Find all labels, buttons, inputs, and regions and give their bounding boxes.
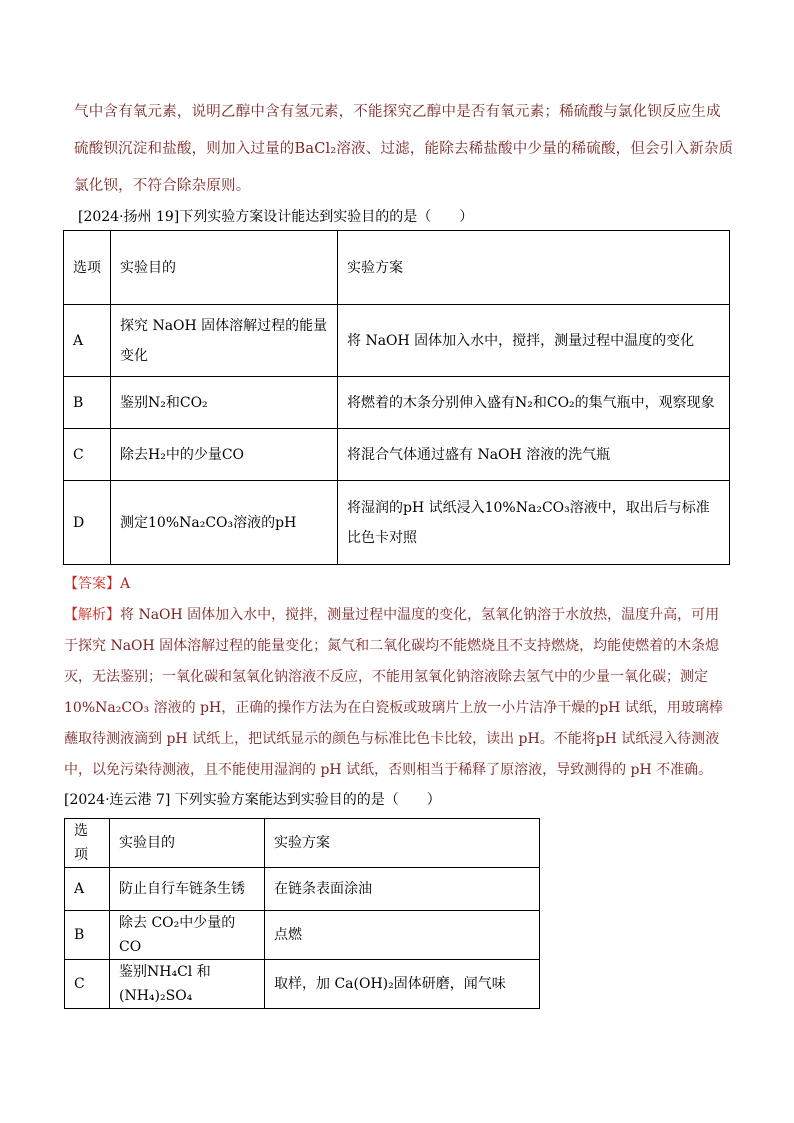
header-plan: 实验方案 (265, 819, 540, 868)
table-header-row (64, 231, 730, 305)
table-row (65, 911, 540, 960)
question1-stem: [2024·扬州 19]下列实验方案设计能达到实验目的的是（ ） (78, 209, 474, 225)
row-plan: 点燃 (265, 911, 540, 960)
row-option: D (64, 481, 111, 565)
row-plan: 将混合气体通过盛有 NaOH 溶液的洗气瓶 (338, 429, 730, 481)
row-purpose: 防止自行车链条生锈 (110, 868, 265, 911)
row-option: C (64, 429, 111, 481)
row-plan: 将湿润的pH 试纸浸入10%Na₂CO₃溶液中，取出后与标准比色卡对照 (338, 481, 730, 565)
intro-paragraph: 气中含有氧元素，说明乙醇中含有氢元素，不能探究乙醇中是否有氧元素；稀硫酸与氯化钡反应生成硫酸钡沉淀和盐酸，则加入过量的BaCl₂溶液、过滤，能除去稀盐酸中少量的稀硫酸，但会引入新杂质氯化钡，不符合除杂原则。 (74, 104, 734, 194)
row-purpose: 探究 NaOH 固体溶解过程的能量变化 (111, 305, 338, 377)
answer-value: A (120, 576, 131, 592)
header-plan: 实验方案 (338, 231, 730, 305)
analysis-text: 将 NaOH 固体加入水中，搅拌，测量过程中温度的变化，氢氧化钠溶于水放热，温度升高，可用于探究 NaOH 固体溶解过程的能量变化；氮气和二氧化碳均不能燃烧且不支持燃烧，均能使燃着的木条熄灭，无法鉴别；一氧化碳和氢氧化钠溶液不反应，不能用氢氧化钠溶液除去氢气中的少量一氧化碳；测定10%Na₂CO₃ 溶液的 pH，正确的操作方法为在白瓷板或玻璃片上放一小片洁净干燥的pH 试纸，用玻璃棒蘸取待测液滴到 pH 试纸上，把试纸显示的颜色与标准比色卡比较，读出 pH。不能将pH 试纸浸入待测液中，以免污染待测液，且不能使用湿润的 pH 试纸，否则相当于稀释了原溶液，导致测得的 pH 不准确。 (64, 607, 723, 778)
table-row (64, 429, 730, 481)
table-row (64, 305, 730, 377)
header-purpose: 实验目的 (110, 819, 265, 868)
header-option: 选项 (64, 231, 111, 305)
analysis-label: 【解析】 (64, 607, 120, 623)
analysis-paragraph (64, 600, 730, 786)
row-purpose: 除去 CO₂中少量的CO (110, 911, 265, 960)
row-plan: 将燃着的木条分别伸入盛有N₂和CO₂的集气瓶中，观察现象 (338, 377, 730, 429)
row-option: A (64, 305, 111, 377)
table-row (64, 481, 730, 565)
question1-table (63, 230, 730, 565)
row-option: A (65, 868, 110, 911)
row-purpose: 鉴别N₂和CO₂ (111, 377, 338, 429)
header-purpose: 实验目的 (111, 231, 338, 305)
row-plan: 在链条表面涂油 (265, 868, 540, 911)
row-plan: 将 NaOH 固体加入水中，搅拌，测量过程中温度的变化 (338, 305, 730, 377)
row-option: B (65, 911, 110, 960)
header-option: 选项 (65, 819, 110, 868)
table-row (65, 960, 540, 1009)
question2-stem: [2024·连云港 7] 下列实验方案能达到实验目的的是（ ） (64, 792, 441, 808)
row-purpose: 鉴别NH₄Cl 和(NH₄)₂SO₄ (110, 960, 265, 1009)
question2-table (64, 818, 540, 1009)
row-purpose: 测定10%Na₂CO₃溶液的pH (111, 481, 338, 565)
table-header-row (65, 819, 540, 868)
row-option: B (64, 377, 111, 429)
row-purpose: 除去H₂中的少量CO (111, 429, 338, 481)
table-row (64, 377, 730, 429)
row-plan: 取样，加 Ca(OH)₂固体研磨，闻气味 (265, 960, 540, 1009)
table-row (65, 868, 540, 911)
answer-label: 【答案】 (64, 576, 120, 592)
row-option: C (65, 960, 110, 1009)
answer-line (64, 573, 130, 593)
